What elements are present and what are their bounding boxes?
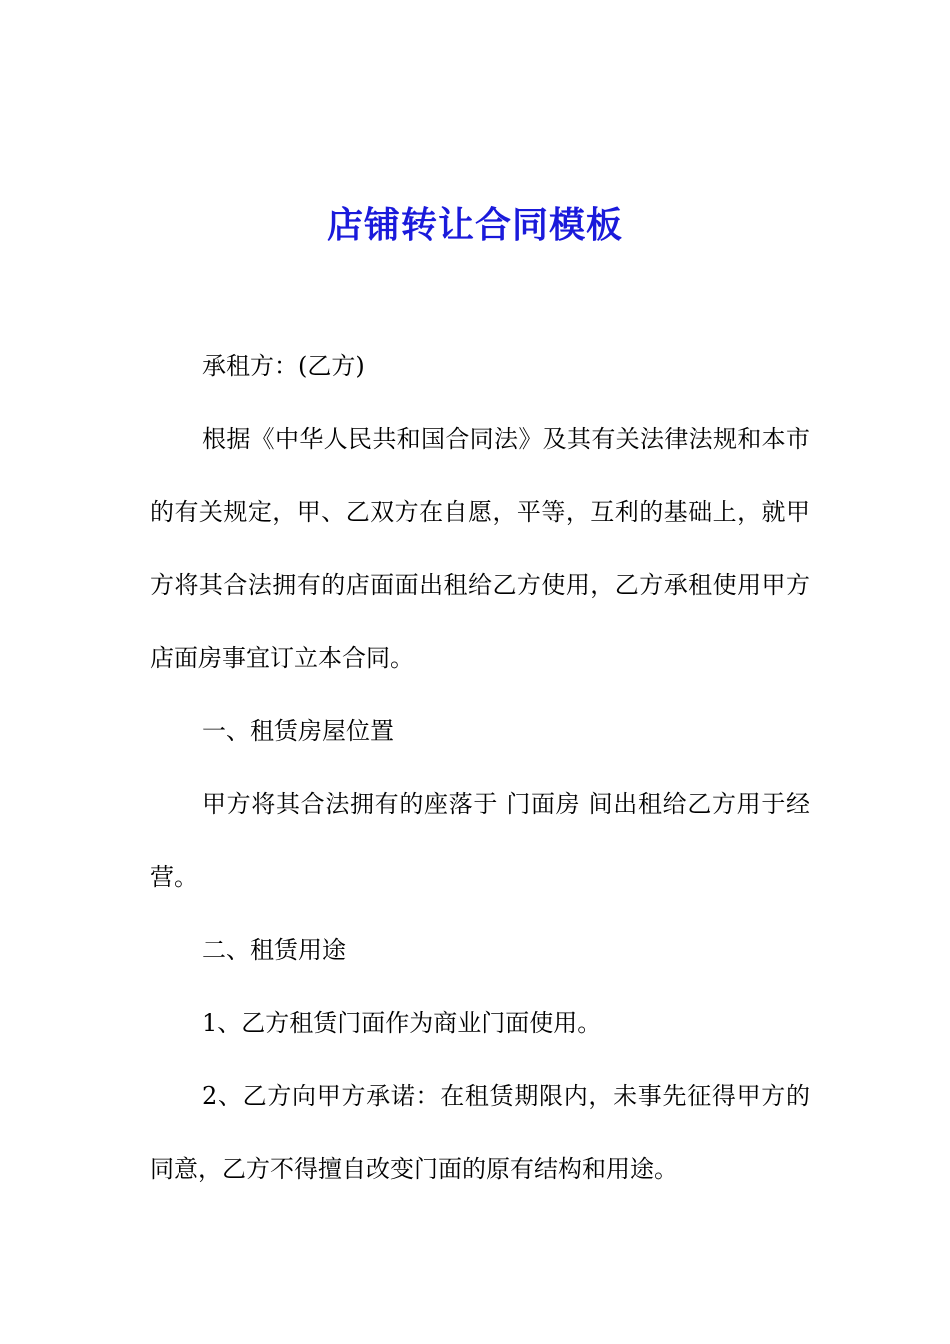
section-heading-location: 一、租赁房屋位置 — [202, 717, 394, 745]
paragraph-purpose-1: 1、乙方租赁门面作为商业门面使用。 — [202, 1009, 602, 1037]
paragraph-preamble: 根据《中华人民共和国合同法》及其有关法律法规和本市的有关规定，甲、乙双方在自愿，平等，互利的基础上，就甲方将其合法拥有的店面面出租给乙方使用，乙方承租使用甲方店面房事宜订立本合同。 — [150, 425, 810, 672]
document-body — [150, 330, 810, 1206]
paragraph-purpose-2: 2、乙方向甲方承诺：在租赁期限内，未事先征得甲方的同意，乙方不得擅自改变门面的原有结构和用途。 — [150, 1082, 810, 1183]
document-title: 店铺转让合同模板 — [326, 205, 623, 247]
paragraph-lessee: 承租方：(乙方) — [202, 352, 365, 380]
section-heading-purpose: 二、租赁用途 — [202, 936, 346, 964]
paragraph-location: 甲方将其合法拥有的座落于 门面房 间出租给乙方用于经营。 — [150, 790, 810, 891]
